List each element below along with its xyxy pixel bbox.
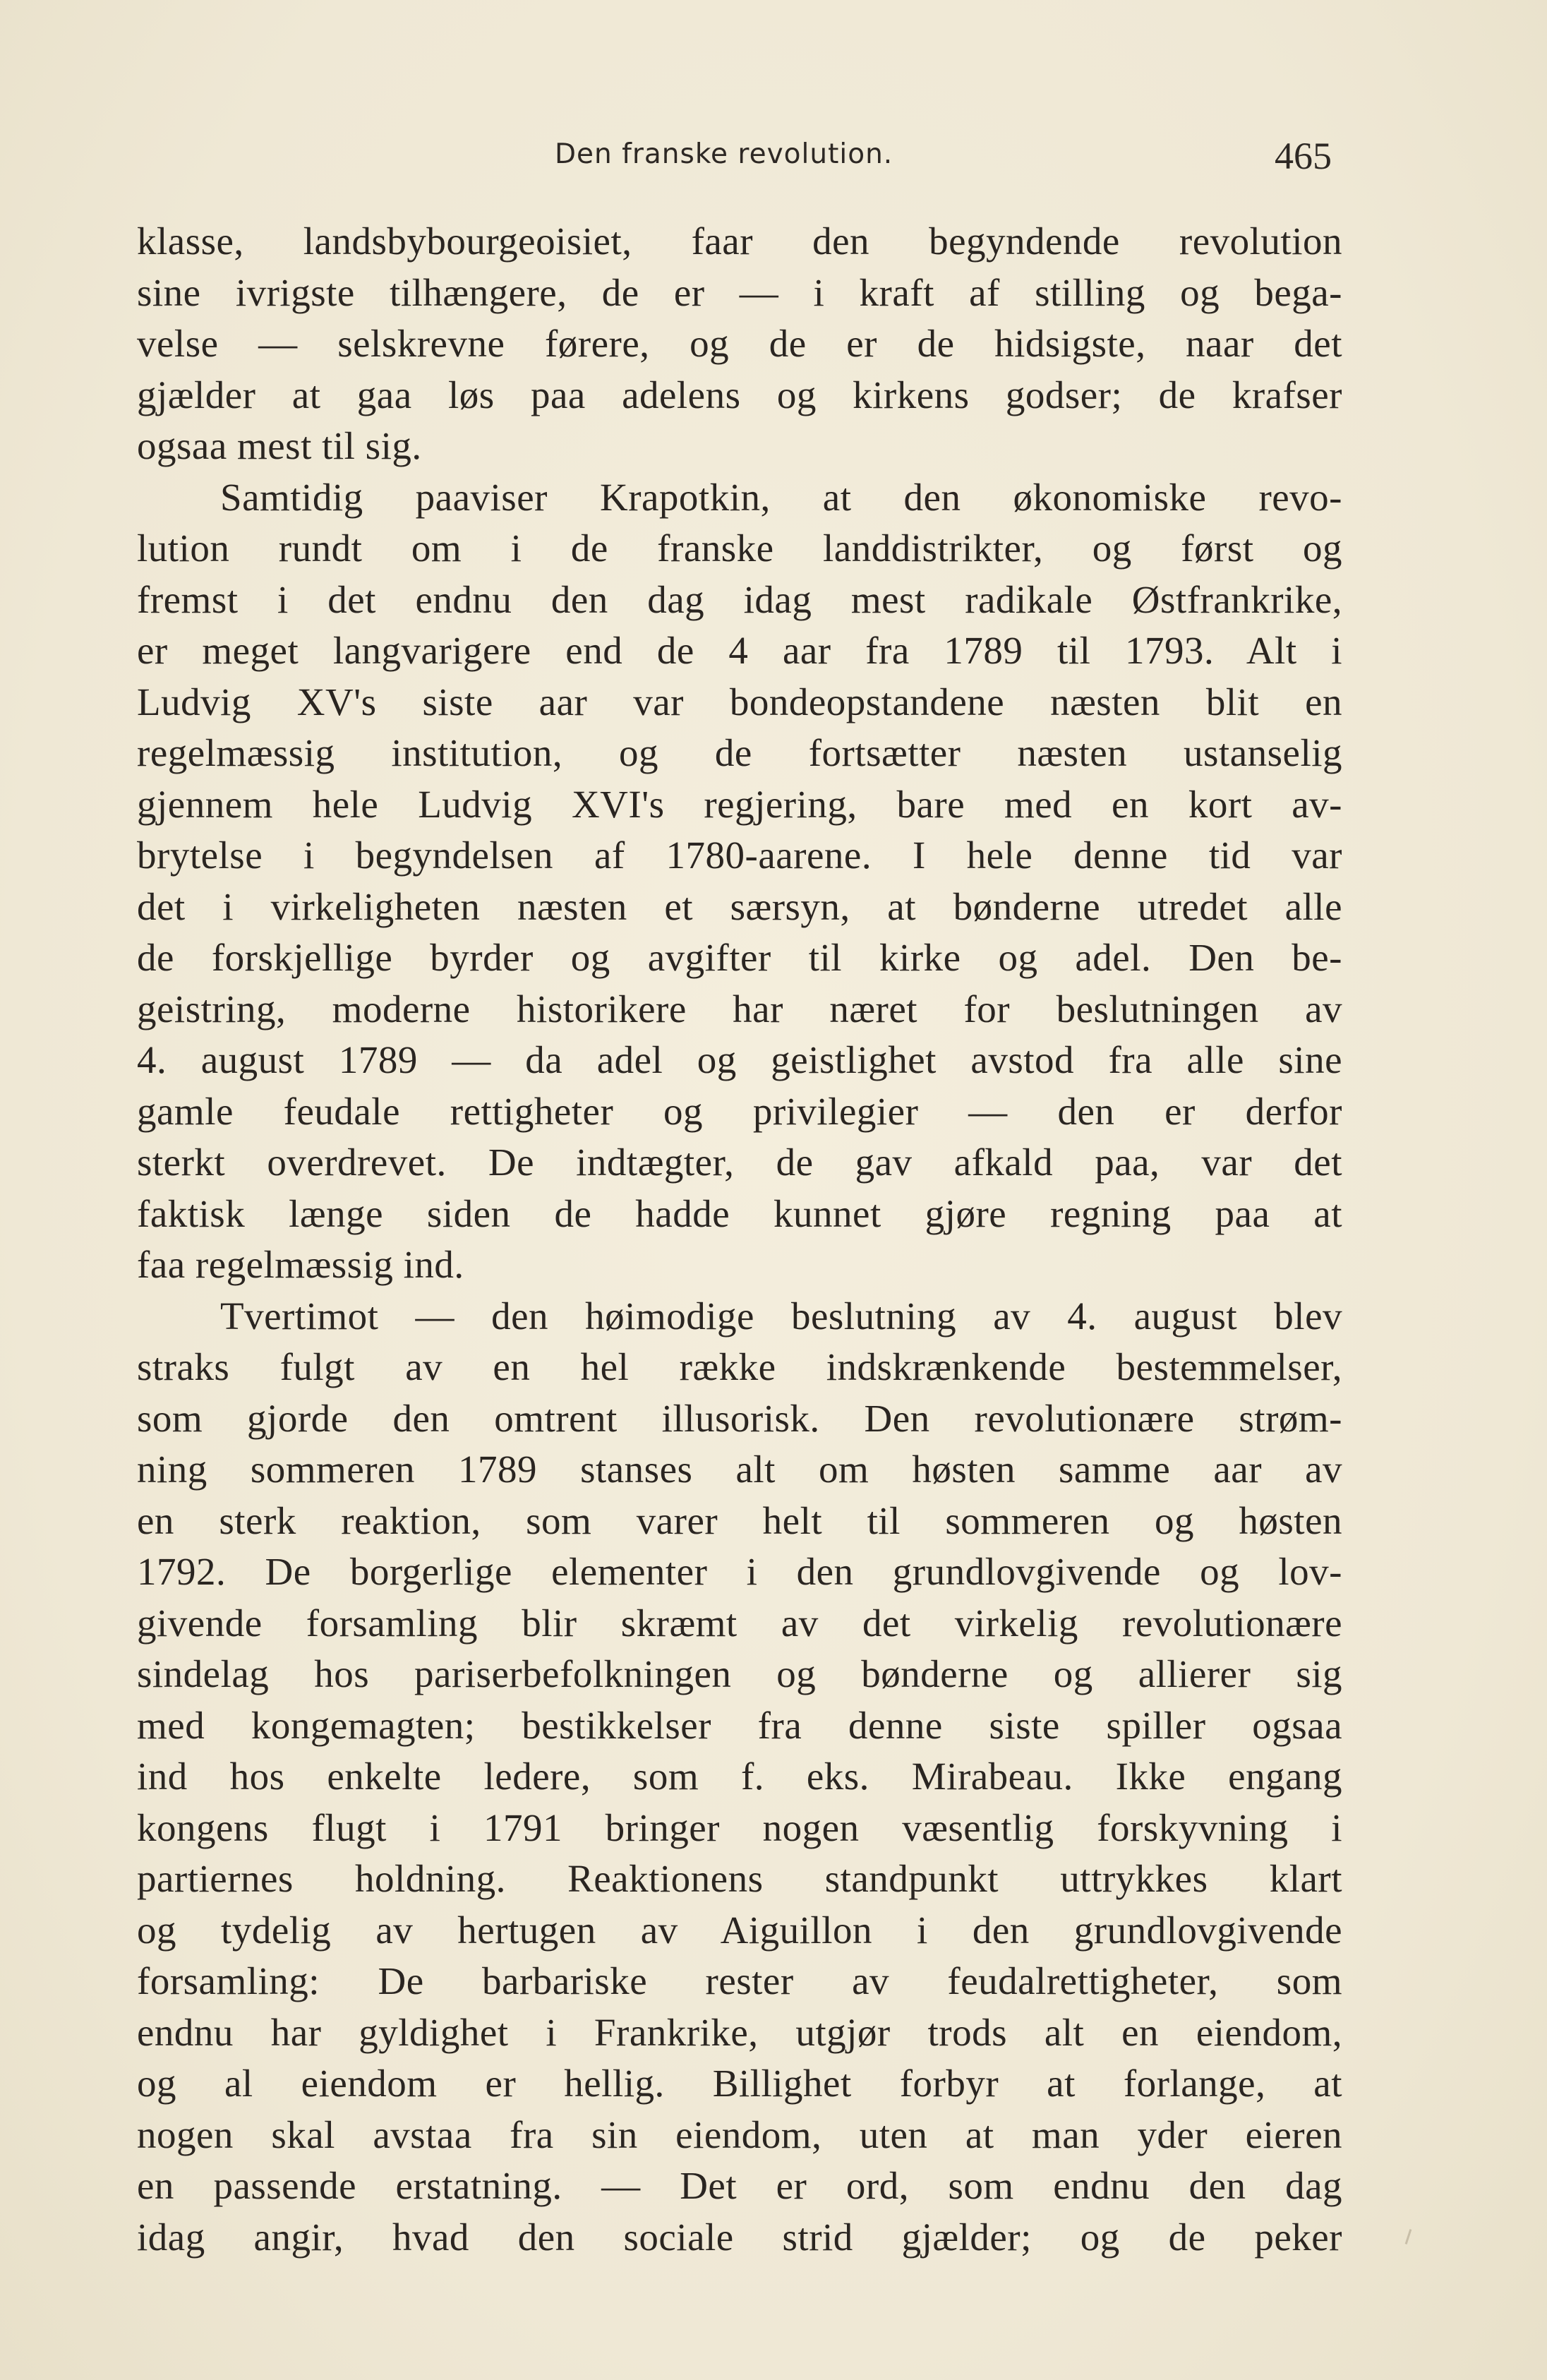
text-line: ind hos enkelte ledere, som f. eks. Mirabeau. Ikke engang xyxy=(137,1755,1342,1798)
text-line: sine ivrigste tilhængere, de er — i kraft af stilling og bega- xyxy=(137,270,1342,314)
text-line: brytelse i begyndelsen af 1780-aarene. I hele denne tid var xyxy=(137,834,1342,877)
text-line: sterkt overdrevet. De indtægter, de gav afkald paa, var det xyxy=(137,1141,1342,1184)
text-line: en sterk reaktion, som varer helt til sommeren og høsten xyxy=(137,1498,1342,1542)
text-line: gjennem hele Ludvig XVI's regjering, bare med en kort av- xyxy=(137,782,1342,826)
text-line: de forskjellige byrder og avgifter til kirke og adel. Den be- xyxy=(137,936,1342,979)
text-line: en passende erstatning. — Det er ord, som endnu den dag xyxy=(137,2164,1342,2207)
text-line: partiernes holdning. Reaktionens standpunkt uttrykkes klart xyxy=(137,1857,1342,1900)
text-line: og al eiendom er hellig. Billighet forbyr at forlange, at xyxy=(137,2062,1342,2105)
text-line: det i virkeligheten næsten et særsyn, at bønderne utredet alle xyxy=(137,884,1342,928)
body-text xyxy=(137,216,1342,2263)
text-line: faa regelmæssig ind. xyxy=(137,1243,464,1286)
text-line: gamle feudale rettigheter og privilegier — den er derfor xyxy=(137,1089,1342,1133)
text-line: og tydelig av hertugen av Aiguillon i den grundlovgivende xyxy=(137,1908,1342,1952)
text-line: med kongemagten; bestikkelser fra denne siste spiller ogsaa xyxy=(137,1703,1342,1747)
text-line: regelmæssig institution, og de fortsætter næsten ustanselig xyxy=(137,731,1342,774)
page-number: 465 xyxy=(1275,135,1332,177)
text-line: Tvertimot — den høimodige beslutning av 4. august blev xyxy=(220,1294,1342,1338)
text-line: idag angir, hvad den sociale strid gjælder; og de peker xyxy=(137,2215,1342,2259)
text-line: givende forsamling blir skræmt av det virkelig revolutionære xyxy=(137,1601,1342,1645)
text-line: lution rundt om i de franske landdistrikter, og først og xyxy=(137,527,1342,570)
running-title: Den franske revolution. xyxy=(555,138,893,170)
text-line: gjælder at gaa løs paa adelens og kirkens godser; de krafser xyxy=(137,373,1342,416)
paper-speck xyxy=(1405,2229,1412,2244)
text-line: geistring, moderne historikere har næret for beslutningen av xyxy=(137,987,1342,1030)
text-line: ogsaa mest til sig. xyxy=(137,424,422,467)
text-line: 4. august 1789 — da adel og geistlighet avstod fra alle sine xyxy=(137,1038,1342,1081)
page-header xyxy=(0,135,1547,195)
text-line: nogen skal avstaa fra sin eiendom, uten at man yder eieren xyxy=(137,2112,1342,2156)
text-line: sindelag hos pariserbefolkningen og bønderne og allierer sig xyxy=(137,1652,1342,1695)
text-line: klasse, landsbybourgeoisiet, faar den begyndende revolution xyxy=(137,220,1342,263)
text-line: som gjorde den omtrent illusorisk. Den revolutionære strøm- xyxy=(137,1396,1342,1440)
text-line: velse — selskrevne førere, og de er de hidsigste, naar det xyxy=(137,322,1342,365)
text-line: Ludvig XV's siste aar var bondeopstandene næsten blit en xyxy=(137,680,1342,723)
text-line: ning sommeren 1789 stanses alt om høsten samme aar av xyxy=(137,1448,1342,1491)
text-line: 1792. De borgerlige elementer i den grundlovgivende og lov- xyxy=(137,1550,1342,1593)
text-line: Samtidig paaviser Krapotkin, at den økonomiske revo- xyxy=(220,475,1342,519)
text-line: endnu har gyldighet i Frankrike, utgjør trods alt en eiendom, xyxy=(137,2010,1342,2054)
text-line: straks fulgt av en hel række indskrænkende bestemmelser, xyxy=(137,1345,1342,1388)
text-line: er meget langvarigere end de 4 aar fra 1789 til 1793. Alt i xyxy=(137,629,1342,672)
text-line: fremst i det endnu den dag idag mest radikale Østfrankrike, xyxy=(137,577,1342,621)
text-line: forsamling: De barbariske rester av feudalrettigheter, som xyxy=(137,1959,1342,2002)
text-line: kongens flugt i 1791 bringer nogen væsentlig forskyvning i xyxy=(137,1805,1342,1849)
text-line: faktisk længe siden de hadde kunnet gjøre regning paa at xyxy=(137,1191,1342,1235)
